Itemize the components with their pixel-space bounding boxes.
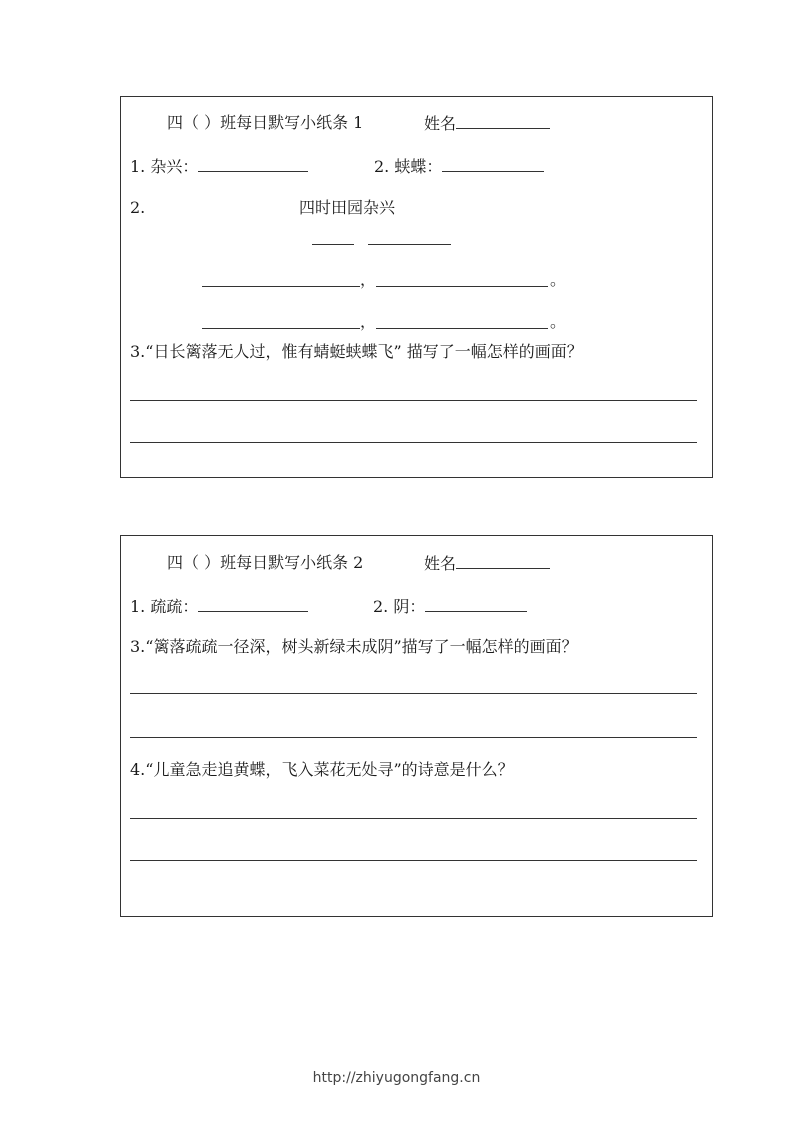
period: 。 [550, 270, 567, 289]
name-blank[interactable] [456, 553, 550, 569]
question-1a [130, 596, 308, 617]
question-1a-label: 1. 杂兴： [130, 157, 199, 176]
dictation-card-2 [120, 535, 713, 917]
answer-blank[interactable] [198, 596, 308, 612]
answer-line[interactable] [130, 693, 697, 694]
question-3: 3.“日长篱落无人过，惟有蜻蜓蛱蝶飞” 描写了一幅怎样的画面？ [130, 342, 583, 361]
poem-line-4-blank[interactable] [376, 328, 548, 329]
poem-line-1-blank[interactable] [202, 286, 360, 287]
question-1a-label: 1. 疏疏： [130, 597, 199, 616]
card-title [167, 113, 363, 133]
poem-title: 四时田园杂兴 [299, 198, 396, 217]
poem-line-3-blank[interactable] [202, 328, 360, 329]
card-title-text: 四（ ）班每日默写小纸条 1 [167, 113, 364, 132]
answer-line[interactable] [130, 400, 697, 401]
question-4: 4.“儿童急走追黄蝶，飞入菜花无处寻”的诗意是什么？ [130, 760, 514, 779]
question-1a [130, 156, 308, 177]
name-field [424, 113, 550, 134]
name-blank[interactable] [456, 113, 550, 129]
dictation-card-1 [120, 96, 713, 478]
answer-blank[interactable] [198, 156, 308, 172]
name-label: 姓名 [424, 114, 457, 133]
answer-line[interactable] [130, 442, 697, 443]
answer-blank[interactable] [442, 156, 544, 172]
name-field [424, 553, 550, 574]
name-label: 姓名 [424, 554, 457, 573]
question-3: 3.“篱落疏疏一径深，树头新绿未成阴”描写了一幅怎样的画面？ [130, 637, 578, 656]
card-title-text: 四（ ）班每日默写小纸条 2 [167, 553, 364, 572]
comma: ， [360, 270, 377, 289]
answer-line[interactable] [130, 737, 697, 738]
question-1b-label: 2. 阴： [373, 597, 426, 616]
question-1b [373, 596, 527, 617]
poem-dynasty-blank[interactable] [312, 244, 354, 245]
card-title [167, 553, 363, 573]
poem-line-2-blank[interactable] [376, 286, 548, 287]
period: 。 [550, 312, 567, 331]
answer-line[interactable] [130, 818, 697, 819]
footer-url[interactable]: http://zhiyugongfang.cn [312, 1070, 481, 1086]
question-2-number: 2. [130, 198, 146, 217]
comma: ， [360, 312, 377, 331]
answer-line[interactable] [130, 860, 697, 861]
answer-blank[interactable] [425, 596, 527, 612]
poem-author-blank[interactable] [368, 244, 451, 245]
question-1b-label: 2. 蛱蝶： [374, 157, 443, 176]
question-1b [374, 156, 544, 177]
